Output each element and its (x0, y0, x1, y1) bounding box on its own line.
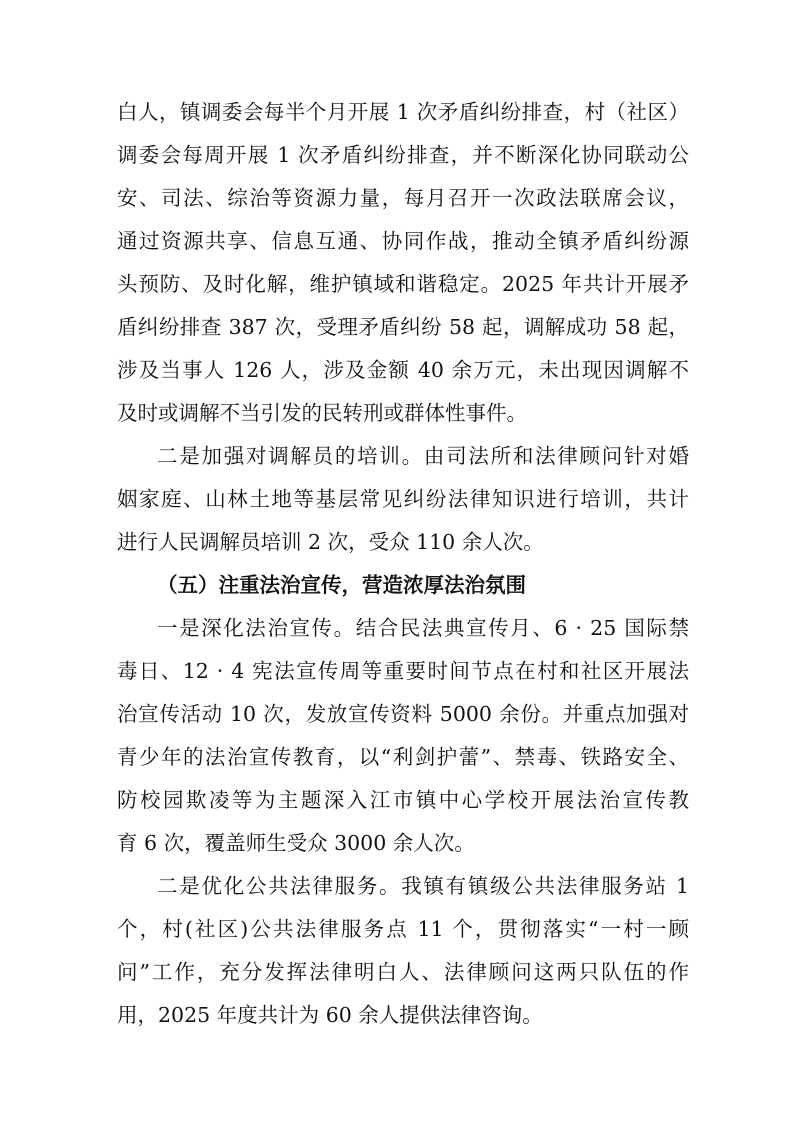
paragraph-4-line: 个，村(社区)公共法律服务点 11 个，贯彻落实“一村一顾 (117, 917, 689, 941)
paragraph-3-line: 防校园欺凌等为主题深入江市镇中心学校开展法治宣传教 (117, 788, 689, 812)
paragraph-1-line: 调委会每周开展 1 次矛盾纠纷排查，并不断深化协同联动公 (117, 143, 689, 167)
paragraph-3-line: 治宣传活动 10 次，发放宣传资料 5000 余份。并重点加强对 (117, 702, 689, 726)
paragraph-4-line: 问”工作，充分发挥法律明白人、法律顾问这两只队伍的作 (117, 960, 689, 984)
section-heading: （五）注重法治宣传，营造浓厚法治氛围 (157, 573, 526, 597)
paragraph-1-line: 头预防、及时化解，维护镇域和谐稳定。2025 年共计开展矛 (117, 272, 689, 296)
paragraph-3-line: 毒日、12 · 4 宪法宣传周等重要时间节点在村和社区开展法 (117, 659, 689, 683)
paragraph-2-line: 进行人民调解员培训 2 次，受众 110 余人次。 (117, 530, 544, 554)
paragraph-3-line: 育 6 次，覆盖师生受众 3000 余人次。 (117, 831, 475, 855)
paragraph-1-line: 盾纠纷排查 387 次，受理矛盾纠纷 58 起，调解成功 58 起， (117, 315, 689, 339)
paragraph-4-line: 二是优化公共法律服务。我镇有镇级公共法律服务站 1 (157, 874, 689, 898)
paragraph-3-line: 一是深化法治宣传。结合民法典宣传月、6 · 25 国际禁 (157, 616, 689, 640)
paragraph-1-line: 白人，镇调委会每半个月开展 1 次矛盾纠纷排查，村（社区） (117, 100, 689, 124)
paragraph-2-line: 二是加强对调解员的培训。由司法所和法律顾问针对婚 (157, 444, 689, 468)
paragraph-2-line: 姻家庭、山林土地等基层常见纠纷法律知识进行培训，共计 (117, 487, 689, 511)
paragraph-1-line: 涉及当事人 126 人，涉及金额 40 余万元，未出现因调解不 (117, 358, 689, 382)
paragraph-4-line: 用，2025 年度共计为 60 余人提供法律咨询。 (117, 1003, 543, 1027)
paragraph-1-line: 安、司法、综治等资源力量，每月召开一次政法联席会议， (117, 186, 689, 210)
paragraph-1-line: 及时或调解不当引发的民转刑或群体性事件。 (117, 401, 527, 425)
paragraph-3-line: 青少年的法治宣传教育，以“利剑护蕾”、禁毒、铁路安全、 (117, 745, 689, 769)
paragraph-1-line: 通过资源共享、信息互通、协同作战，推动全镇矛盾纠纷源 (117, 229, 689, 253)
